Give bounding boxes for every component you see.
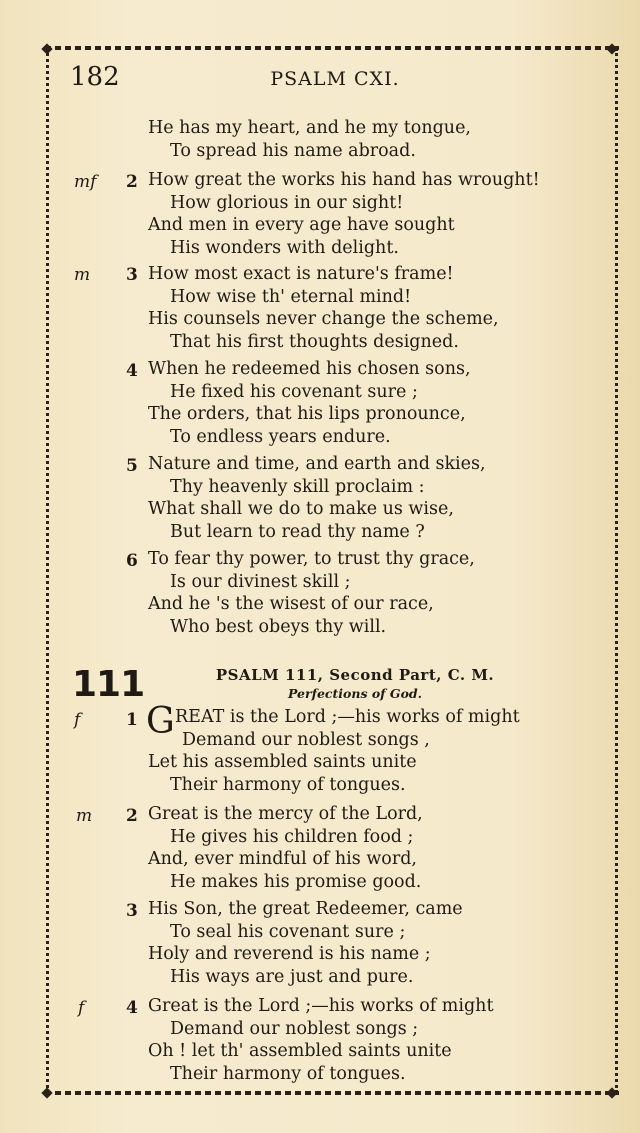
verse-number: 4 [126,998,138,1018]
page-header [70,62,600,102]
verse-line: To spread his name abroad. [170,141,416,161]
hymn-subtitle: Perfections of God. [287,686,423,701]
verse-line: To endless years endure. [170,427,391,447]
verse-line: His wonders with delight. [170,238,399,258]
verse-line: Demand our noblest songs ; [170,1019,419,1039]
verse-line: His ways are just and pure. [170,967,414,987]
verse-line: Nature and time, and earth and skies, [148,454,486,474]
verse-number: 3 [126,265,138,285]
verse-line: He has my heart, and he my tongue, [148,118,471,138]
verse-line: But learn to read thy name ? [170,522,425,542]
verse-number: 6 [126,551,138,571]
verse-line: His counsels never change the scheme, [148,309,499,329]
dynamic-marking: mf [74,172,97,192]
hymn-title: PSALM 111, Second Part, C. M. [215,666,495,684]
verse-line: He fixed his covenant sure ; [170,382,418,402]
verse-line: How glorious in our sight! [170,193,404,213]
verse-line: Thy heavenly skill proclaim : [170,477,425,497]
verse-number: 5 [126,456,138,476]
dynamic-marking: m [76,806,93,826]
dynamic-marking: f [78,998,85,1018]
verse-line: When he redeemed his chosen sons, [148,359,471,379]
verse-line: His Son, the great Redeemer, came [148,899,463,919]
verse-number: 1 [126,710,138,730]
verse-number: 4 [126,361,138,381]
page-number: 182 [70,62,120,92]
verse-number: 3 [126,901,138,921]
verse-line: Demand our noblest songs , [182,730,430,750]
verse-line: Great is the mercy of the Lord, [148,804,423,824]
verse-line: Their harmony of tongues. [170,775,406,795]
verse-line: How wise th' eternal mind! [170,287,412,307]
verse-line: REAT is the Lord ;—his works of might [175,707,520,727]
dynamic-marking: m [74,265,91,285]
verse-line: Let his assembled saints unite [148,752,417,772]
verse-line: Holy and reverend is his name ; [148,944,431,964]
drop-cap: G [146,701,175,742]
verse-line: And men in every age have sought [148,215,455,235]
verse-line: To fear thy power, to trust thy grace, [148,549,475,569]
running-head: PSALM CXI. [270,68,400,90]
verse-line: Their harmony of tongues. [170,1064,406,1084]
verse-line: How most exact is nature's frame! [148,264,454,284]
verse-line: How great the works his hand has wrought! [148,170,540,190]
verse-line: Who best obeys thy will. [170,617,387,637]
verse-line: And, ever mindful of his word, [148,849,417,869]
verse-line: What shall we do to make us wise, [148,499,454,519]
verse-line: That his first thoughts designed. [170,332,459,352]
verse-line: He gives his children food ; [170,827,414,847]
verse-line: And he 's the wisest of our race, [148,594,434,614]
verse-line: Great is the Lord ;—his works of might [148,996,494,1016]
verse-number: 2 [126,806,138,826]
verse-line: To seal his covenant sure ; [170,922,406,942]
verse-line: The orders, that his lips pronounce, [148,404,466,424]
verse-number: 2 [126,172,138,192]
hymn-number: 111 [72,664,145,705]
verse-line: Is our divinest skill ; [170,572,351,592]
verse-line: He makes his promise good. [170,872,422,892]
verse-line: Oh ! let th' assembled saints unite [148,1041,452,1061]
dynamic-marking: f [74,710,81,730]
